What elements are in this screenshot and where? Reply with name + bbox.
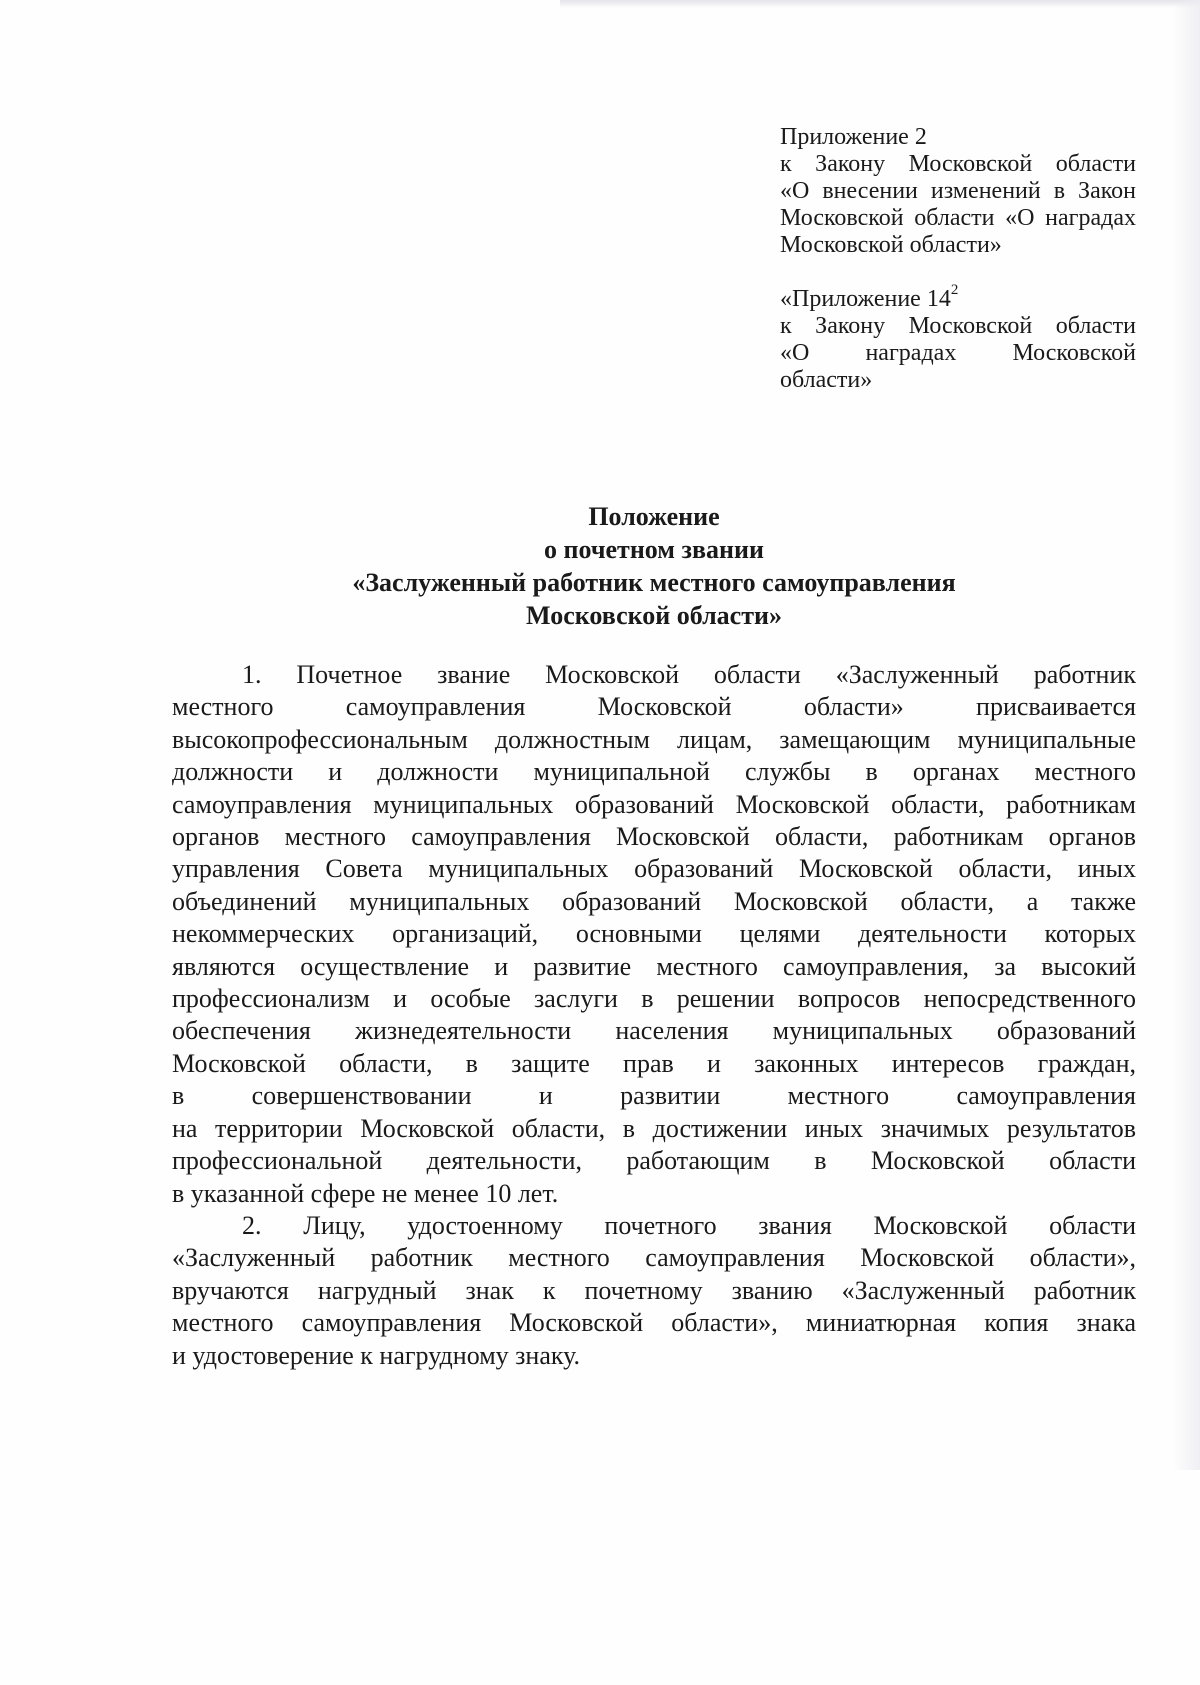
appendix-line: к Закону Московской области xyxy=(780,151,1136,177)
appendix-line: Приложение 2 xyxy=(780,124,927,150)
body-line: 1. Почетное звание Московской области «Заслуженный работник xyxy=(242,660,1136,689)
body-line: местного самоуправления Московской области», миниатюрная копия знака xyxy=(172,1308,1136,1338)
body-line: и удостоверение к нагрудному знаку. xyxy=(172,1340,581,1370)
body-line: самоуправления муниципальных образований Московской области, работникам xyxy=(172,789,1136,819)
appendix-header-2 xyxy=(780,282,1136,394)
title-line: Московской области» xyxy=(526,601,782,630)
title-line: Положение xyxy=(588,502,720,531)
scan-right-shadow xyxy=(1172,0,1200,1470)
paragraph-2 xyxy=(172,1210,1136,1372)
appendix-line: «О внесении изменений в Закон xyxy=(780,178,1136,204)
body-line: местного самоуправления Московской области» присваивается xyxy=(172,692,1136,722)
appendix-line: области» xyxy=(780,367,873,393)
body-line: являются осуществление и развитие местного самоуправления, за высокий xyxy=(172,951,1136,981)
body-line: должности и должности муниципальной службы в органах местного xyxy=(172,757,1136,787)
body-line: профессионализм и особые заслуги в решении вопросов непосредственного xyxy=(172,984,1136,1014)
appendix-line xyxy=(780,282,1136,313)
body-line: профессиональной деятельности, работающим в Московской области xyxy=(172,1146,1136,1176)
title-line: о почетном звании xyxy=(544,535,764,564)
body-line: в указанной сфере не менее 10 лет. xyxy=(172,1178,559,1208)
body-line: некоммерческих организаций, основными целями деятельности которых xyxy=(172,919,1136,949)
body-line: «Заслуженный работник местного самоуправления Московской области», xyxy=(172,1243,1136,1273)
body-line: Московской области, в защите прав и законных интересов граждан, xyxy=(172,1048,1136,1078)
appendix-number: «Приложение 14 xyxy=(780,286,951,312)
appendix-line: «О наградах Московской xyxy=(780,340,1136,366)
paragraph-1 xyxy=(172,659,1136,1210)
body-line: управления Совета муниципальных образований Московской области, иных xyxy=(172,854,1136,884)
appendix-header-1 xyxy=(780,124,1136,259)
body-line: органов местного самоуправления Московской области, работникам органов xyxy=(172,822,1136,852)
body-line: в совершенствовании и развитии местного самоуправления xyxy=(172,1081,1136,1111)
appendix-superscript: 2 xyxy=(950,282,959,298)
body-line: высокопрофессиональным должностным лицам, замещающим муниципальные xyxy=(172,724,1136,754)
body-line: вручаются нагрудный знак к почетному званию «Заслуженный работник xyxy=(172,1275,1136,1305)
appendix-line: Московской области «О наградах xyxy=(780,205,1136,231)
document-title xyxy=(172,500,1136,632)
body-line: 2. Лицу, удостоенному почетного звания Московской области xyxy=(242,1210,1136,1240)
scan-top-shadow xyxy=(560,0,1200,8)
body-line: обеспечения жизнедеятельности населения муниципальных образований xyxy=(172,1016,1136,1046)
appendix-line: к Закону Московской области xyxy=(780,313,1136,339)
appendix-line: Московской области» xyxy=(780,232,1002,258)
title-line: «Заслуженный работник местного самоуправления xyxy=(352,568,956,597)
body-line: на территории Московской области, в достижении иных значимых результатов xyxy=(172,1113,1136,1143)
body-line: объединений муниципальных образований Московской области, а также xyxy=(172,886,1136,916)
document-body xyxy=(172,659,1136,1372)
